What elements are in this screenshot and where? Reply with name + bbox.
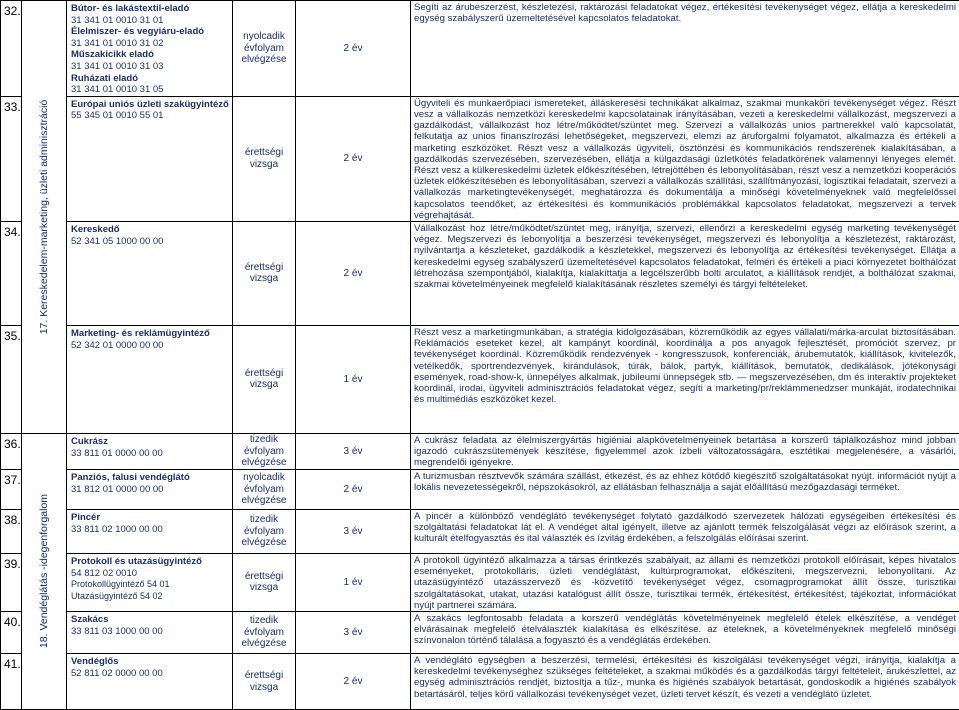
row-number: 36. (1, 433, 22, 469)
job-description: A pincér a különböző vendéglátó tevékenységet folytató gazdálkodó szervezetek hálózati egységeiben értékesítési és szolgáltatási feladatokat lát el. A vendéget által igényelt, illetve az ajánlott termék felszolgálását végzi az előírások szerint, a kulturált ételfogyasztás és ital választék és ízvilág érdekében, a felszolgálás előírásai szerint. (411, 509, 959, 553)
qualification-code: 31 341 01 0010 31 02 (71, 38, 230, 50)
row-number: 34. (1, 221, 22, 325)
qualification-code: 52 342 01 0000 00 00 (71, 340, 230, 352)
qualification-cell (67, 469, 233, 509)
table-row (1, 509, 959, 553)
training-duration: 2 év (296, 654, 411, 710)
qualification-code: 52 341 05 1000 00 00 (71, 236, 230, 248)
qualification-cell (67, 612, 233, 654)
table-row (1, 553, 959, 611)
qualification-name: Műszakicikk eladó (71, 49, 230, 61)
qualification-name: Európai uniós üzleti szakügyintéző (71, 99, 230, 111)
qualification-name: Kereskedő (71, 224, 230, 236)
job-description: Ügyviteli és munkaerőpiaci ismereteket, álláskeresési technikákat alkalmaz, szakmai munkaköri tevékenységet végez. Részt vesz a vállalkozás nemzetközi kereskedelmi kapcsolatainak irányításában, vezeti a kereskedelmi vállalkozást, megszervezi a gazdálkodást, vállalkozást hoz létre/működtet/szüntet meg. Szervezi a vállalkozás unios partnerekkel való kapcsolatát, felkutatja az unios finanszírozási lehetőségeket, megszervezi, elemzi az áruforgalmi folyamatot, alkalmazza és értékeli a marketing eszközöket. Részt vesz a vállalkozás ügyviteli, ösztönzési és kommunikációs rendszerének kialakításában, a gazdálkodás szervezésében, szervezésében, ellátja a külgazdasági üzletkötés feladatkörének valamennyi lényeges elemét. Részt vesz a külkereskedelmi üzletek előkészítésében, létrejöttében és lebonyolításában, részt vesz a nemzetközi kooperációs üzletek előkészítésében és lebonyolításában, szervezi a vállalkozás szállítási, szállítmányozási, logisztikai feladatait, szervezi a vállalkozás marketingtevékenységét, meghatározza és dokumentálja a minőségi követelményeknek való megfelelőssel kapcsolatos teendőket, az értékesítési és kommunikációs problémákkal kapcsolatos feladatokat, megszervezi a tervek végrehajtását. (411, 96, 959, 221)
training-duration: 2 év (296, 96, 411, 221)
category-label: 17. Kereskedelem-marketing, üzleti adminisztráció (38, 100, 50, 335)
entry-requirement (233, 612, 296, 654)
row-number: 40. (1, 612, 22, 654)
job-description: Vállalkozást hoz létre/működtet/szüntet meg, irányítja, szervezi, ellenőrzi a kereskedelmi egység marketing tevékenységét végez. Megszervezi és lebonyolítja a beszerzési tevékenységet, megszervezi és lebonyolítja a készletezést, raktározást, nyilvántartja a készleteket, gazdálkodik a készletekkel, megszervezi és lebonyolítja az értékesítési tevékenységet. Ellátja a kereskedelmi egység szabályszerű üzemeltetésével kapcsolatos feladatokat, felméri és értékeli a piaci környezetet bolthálózat létrehozása szempontjából, kialakítja, kialakíttatja a legcélszerűbb bolti arculatot, a kiállítások rendjét, a bolthálózat szakmai, szakmai követelményeinek megfelelő kialakításának részletes személyi és tárgyi feltételeket. (411, 221, 959, 325)
qualification-name: Protokoll és utazásügyintéző (71, 556, 230, 568)
qualification-code: 33 811 02 1000 00 00 (71, 524, 230, 536)
training-duration: 1 év (296, 553, 411, 611)
table-row (1, 654, 959, 710)
training-duration: 2 év (296, 469, 411, 509)
qualification-code: 33 811 03 1000 00 00 (71, 626, 230, 638)
row-number: 41. (1, 654, 22, 710)
entry-requirement (233, 654, 296, 710)
job-description: Részt vesz a marketingmunkában, a stratégia kidolgozásában, közreműködik az egyes vállalati/márka-arculat biztosításában. Reklámációs eseteket kezel, alt kampányt koordinál, koordinálja a pos anyagok fejlesztését, promóciót szervez, pr tevékenységet koordinál. Közreműködik rendezvények - kongresszusok, konferenciák, árubemutatók, kiállítások, kivitelezők, vetélkedők, sportrendezvények, kirándulások, túrák, bálok, partyk, kiállítások, bemutatók, dedikálások, jótékonysági események, road-show-k, ünnepélyes alkalmak, jubileumi ünnepségek stb. — megszervezésében, dm és interaktív projekteket koordinál, irodai, ügyviteli adminisztrációs feladatokat végez, segíti a marketing/pr/reklámmenedzser munkáját, irodatechnikai és multimédiás eszközöket kezel. (411, 325, 959, 433)
qualification-name: Szakács (71, 614, 230, 626)
row-number: 39. (1, 553, 22, 611)
qualification-code: 31 341 01 0010 31 05 (71, 84, 230, 96)
entry-requirement (233, 553, 296, 611)
qualification-cell (67, 509, 233, 553)
entry-requirement (233, 509, 296, 553)
job-description: A protokoll ügyintéző alkalmazza a társas érintkezés szabályait, az állami és nemzetközi protokoll előírásait, képes hivatalos eseményeket, protokolláris, üzleti vendéglátást, kultúrprogramokat, előkészíteni, megszervezni, lebonyolítani. Az utazásügyintéző utazásszervező és -közvetítő tevékenységet végez, csomagprogramokat állít össze, turisztikai szolgáltatásokat, utakat, utazási katalógust állít össze, turisztikai termék, értékesítést, értékesítést, tájékoztat, információkat nyújt partnerei számára. (411, 553, 959, 611)
entry-requirement-text: érettségi vizsga (241, 262, 287, 285)
entry-requirement-text: tizedik évfolyam elvégzése (241, 514, 287, 549)
training-duration: 1 év (296, 325, 411, 433)
entry-requirement-text: nyolcadik évfolyam elvégzése (241, 472, 287, 507)
category-cell (22, 1, 67, 434)
qualification-name: Marketing- és reklámügyintéző (71, 328, 230, 340)
training-duration: 2 év (296, 221, 411, 325)
row-number: 33. (1, 96, 22, 221)
entry-requirement (233, 221, 296, 325)
row-number: 38. (1, 509, 22, 553)
category-cell (22, 433, 67, 709)
qualification-code: 52 811 02 0000 00 00 (71, 668, 230, 680)
entry-requirement-text: tizedik évfolyam elvégzése (241, 615, 287, 650)
entry-requirement-text: érettségi vizsga (241, 368, 287, 391)
qualification-code: Utazásügyintéző 54 02 (71, 591, 230, 603)
training-duration: 3 év (296, 509, 411, 553)
entry-requirement-text: tizedik évfolyam elvégzése (241, 434, 287, 469)
qualification-name: Cukrász (71, 436, 230, 448)
job-description: Segíti az árubeszerzést, készletezési, raktározási feladatokat végez, értékesítési tevékenységet végez, ellátja a kereskedelmi egység szabályszerű üzemeltetésével kapcsolatos feladatokat. (411, 1, 959, 97)
training-duration: 3 év (296, 433, 411, 469)
table-row (1, 433, 959, 469)
entry-requirement-text: érettségi vizsga (241, 670, 287, 693)
table-row (1, 96, 959, 221)
table-row (1, 1, 959, 97)
qualification-cell (67, 1, 233, 97)
qualification-name: Vendéglős (71, 656, 230, 668)
qualification-cell (67, 96, 233, 221)
qualification-name: Élelmiszer- és vegyiáru-eladó (71, 26, 230, 38)
qualification-code: 31 812 01 0000 00 00 (71, 484, 230, 496)
qualification-name: Ruházati eladó (71, 73, 230, 85)
qualification-code: 55 345 01 0010 55 01 (71, 110, 230, 122)
entry-requirement (233, 469, 296, 509)
category-label: 18. Vendéglátás -idegenforgalom (38, 494, 50, 648)
qualification-code: 31 341 01 0010 31 03 (71, 61, 230, 73)
job-description: A szakács legfontosabb feladata a korszerű vendéglátás követelményeinek megfelelő ételek elkészítése, a vendéget elvárásainak megfelelő ételválaszték kialakítása és elkészítése. az ételeknek, a követelményeknek megfelelő minőségi színvonalon történő tálalása a fogyasztó és a vendéglátás érdekében. (411, 612, 959, 654)
qualification-name: Panziós, falusi vendéglátó (71, 472, 230, 484)
entry-requirement (233, 1, 296, 97)
job-description: A cukrász feladata az élelmiszergyártás higiéniai alapkövetelményeinek betartása a korszerű táplálkozáshoz mind jobban igazodó cukrászsütemények készítése, figyelemmel azok ízbeli változatosságára, esztétikai megjelenésére, a vásárlói, megrendelői igényekre. (411, 433, 959, 469)
table-row (1, 325, 959, 433)
qualification-cell (67, 325, 233, 433)
row-number: 32. (1, 1, 22, 97)
table-row (1, 612, 959, 654)
job-description: A vendéglátó egységben a beszerzési, termelési, értékesítési és kiszolgálási tevékenységet végzi, irányítja, kialakítja a kereskedelmi tevékenységhez szükséges feltételeket, a szakmai működés és a gazdálkodás tárgyi feltételeit, árukészlettel, az egység adminisztrációs rendjét, biztosítja a tűz-, munka és higiénés szabályok betartását, gondoskodik a higiénés szabályok betartásáról, teljes körű vállalkozási tevékenységet vezet, üzleti tervet készít, és vezeti a vendéglátó üzletet. (411, 654, 959, 710)
qualification-name: Bútor- és lakástextil-eladó (71, 3, 230, 15)
table-row (1, 469, 959, 509)
job-description: A turizmusban résztvevők számára szállást, étkezést, és az ehhez kötődő kiegészítő szolgáltatásokat nyújt. információt nyújt a lokális nevezetességekről, népszokásokról, az ellátásban felhasználja a saját előállítású mezőgazdasági terméket. (411, 469, 959, 509)
qualification-name: Pincér (71, 512, 230, 524)
training-duration: 3 év (296, 612, 411, 654)
entry-requirement-text: érettségi vizsga (241, 147, 287, 170)
qualification-code: 31 341 01 0010 31 01 (71, 15, 230, 27)
table-row (1, 221, 959, 325)
entry-requirement (233, 325, 296, 433)
qualification-cell (67, 553, 233, 611)
training-duration: 2 év (296, 1, 411, 97)
entry-requirement-text: érettségi vizsga (241, 571, 287, 594)
qualification-code: 54 812 02 0010 (71, 568, 230, 580)
entry-requirement-text: nyolcadik évfolyam elvégzése (241, 31, 287, 66)
qualification-code: 33 811 01 0000 00 00 (71, 448, 230, 460)
qualification-cell (67, 433, 233, 469)
entry-requirement (233, 433, 296, 469)
row-number: 37. (1, 469, 22, 509)
row-number: 35. (1, 325, 22, 433)
qualification-cell (67, 221, 233, 325)
entry-requirement (233, 96, 296, 221)
qualification-cell (67, 654, 233, 710)
qualification-code: Protokollügyintéző 54 01 (71, 579, 230, 591)
